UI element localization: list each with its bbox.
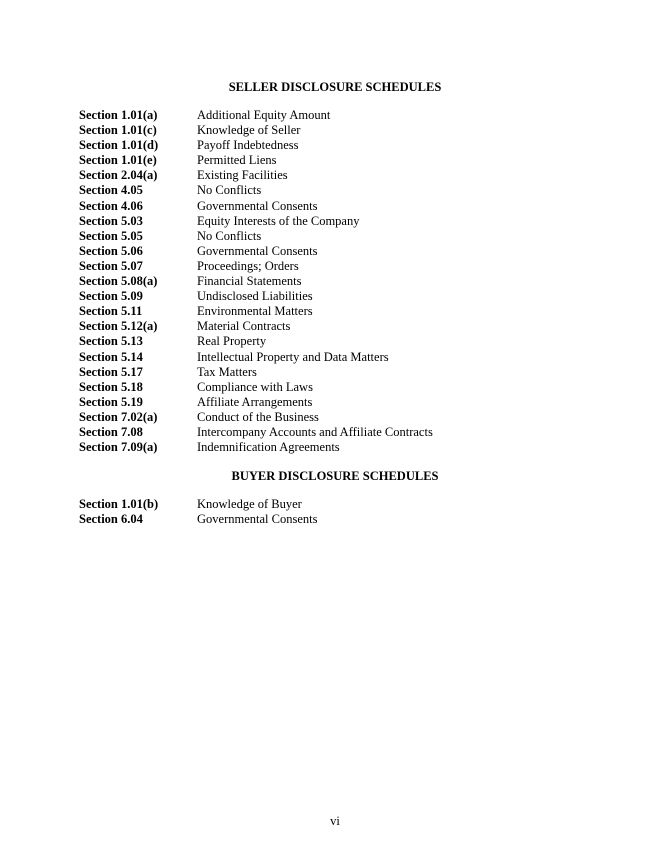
section-number: Section 5.14 — [79, 349, 143, 364]
section-title: Financial Statements — [197, 274, 302, 289]
section-number: Section 5.08(a) — [79, 274, 158, 289]
section-number: Section 1.01(e) — [79, 153, 157, 168]
section-number: Section 5.18 — [79, 379, 143, 394]
schedule-row — [79, 108, 599, 123]
schedule-row — [79, 512, 599, 527]
section-title: Affiliate Arrangements — [197, 394, 313, 409]
schedule-row — [79, 153, 599, 168]
section-title: Existing Facilities — [197, 168, 288, 183]
page-number: vi — [330, 814, 340, 828]
section-title: Intercompany Accounts and Affiliate Contracts — [197, 424, 433, 439]
section-number: Section 6.04 — [79, 512, 143, 527]
section-title: Proceedings; Orders — [197, 258, 299, 273]
section-title: Governmental Consents — [197, 198, 318, 213]
section-title: Knowledge of Seller — [197, 123, 301, 138]
schedule-row — [79, 410, 599, 425]
buyer-schedules-list — [79, 497, 599, 527]
section-number: Section 7.08 — [79, 424, 143, 439]
schedule-row — [79, 440, 599, 455]
section-title: Indemnification Agreements — [197, 440, 340, 455]
section-title: Equity Interests of the Company — [197, 213, 360, 228]
section-number: Section 2.04(a) — [79, 168, 158, 183]
section-title: Permitted Liens — [197, 153, 277, 168]
section-number: Section 5.09 — [79, 289, 143, 304]
schedule-row — [79, 199, 599, 214]
schedule-row — [79, 259, 599, 274]
schedule-row — [79, 395, 599, 410]
schedule-row — [79, 350, 599, 365]
section-number: Section 4.06 — [79, 198, 143, 213]
schedule-row — [79, 380, 599, 395]
section-title: Governmental Consents — [197, 243, 318, 258]
section-number: Section 5.19 — [79, 394, 143, 409]
schedule-row — [79, 319, 599, 334]
section-title: Governmental Consents — [197, 512, 318, 527]
section-number: Section 5.13 — [79, 334, 143, 349]
section-title: Additional Equity Amount — [197, 108, 331, 122]
section-number: Section 1.01(b) — [79, 497, 159, 511]
schedule-row — [79, 244, 599, 259]
schedule-row — [79, 214, 599, 229]
section-number: Section 7.09(a) — [79, 440, 158, 455]
section-title: Tax Matters — [197, 364, 257, 379]
schedule-row — [79, 334, 599, 349]
section-number: Section 5.07 — [79, 258, 143, 273]
section-number: Section 4.05 — [79, 183, 143, 198]
section-title: Real Property — [197, 334, 267, 349]
section-title: Undisclosed Liabilities — [197, 289, 313, 304]
section-title: No Conflicts — [197, 228, 262, 243]
section-number: Section 1.01(a) — [79, 108, 158, 122]
schedule-row — [79, 229, 599, 244]
section-title: Conduct of the Business — [197, 409, 319, 424]
schedule-row — [79, 304, 599, 319]
buyer-schedules-heading: BUYER DISCLOSURE SCHEDULES — [231, 469, 439, 483]
section-number: Section 5.03 — [79, 213, 143, 228]
section-title: Compliance with Laws — [197, 379, 313, 394]
schedule-row — [79, 168, 599, 183]
section-number: Section 1.01(d) — [79, 138, 159, 153]
section-number: Section 7.02(a) — [79, 409, 158, 424]
section-number: Section 5.06 — [79, 243, 143, 258]
section-number: Section 5.17 — [79, 364, 143, 379]
schedule-row — [79, 123, 599, 138]
section-number: Section 1.01(c) — [79, 123, 157, 138]
section-title: No Conflicts — [197, 183, 262, 198]
section-number: Section 5.12(a) — [79, 319, 158, 334]
schedule-row — [79, 497, 599, 512]
section-title: Material Contracts — [197, 319, 291, 334]
schedule-row — [79, 289, 599, 304]
section-title: Knowledge of Buyer — [197, 497, 302, 511]
section-number: Section 5.11 — [79, 304, 143, 319]
schedule-row — [79, 425, 599, 440]
section-title: Intellectual Property and Data Matters — [197, 349, 389, 364]
schedule-row — [79, 183, 599, 198]
schedule-row — [79, 274, 599, 289]
section-title: Payoff Indebtedness — [197, 138, 299, 153]
seller-schedules-heading: SELLER DISCLOSURE SCHEDULES — [228, 80, 442, 94]
schedule-row — [79, 365, 599, 380]
section-title: Environmental Matters — [197, 304, 313, 319]
schedule-row — [79, 138, 599, 153]
seller-schedules-list — [79, 108, 599, 455]
section-number: Section 5.05 — [79, 228, 143, 243]
